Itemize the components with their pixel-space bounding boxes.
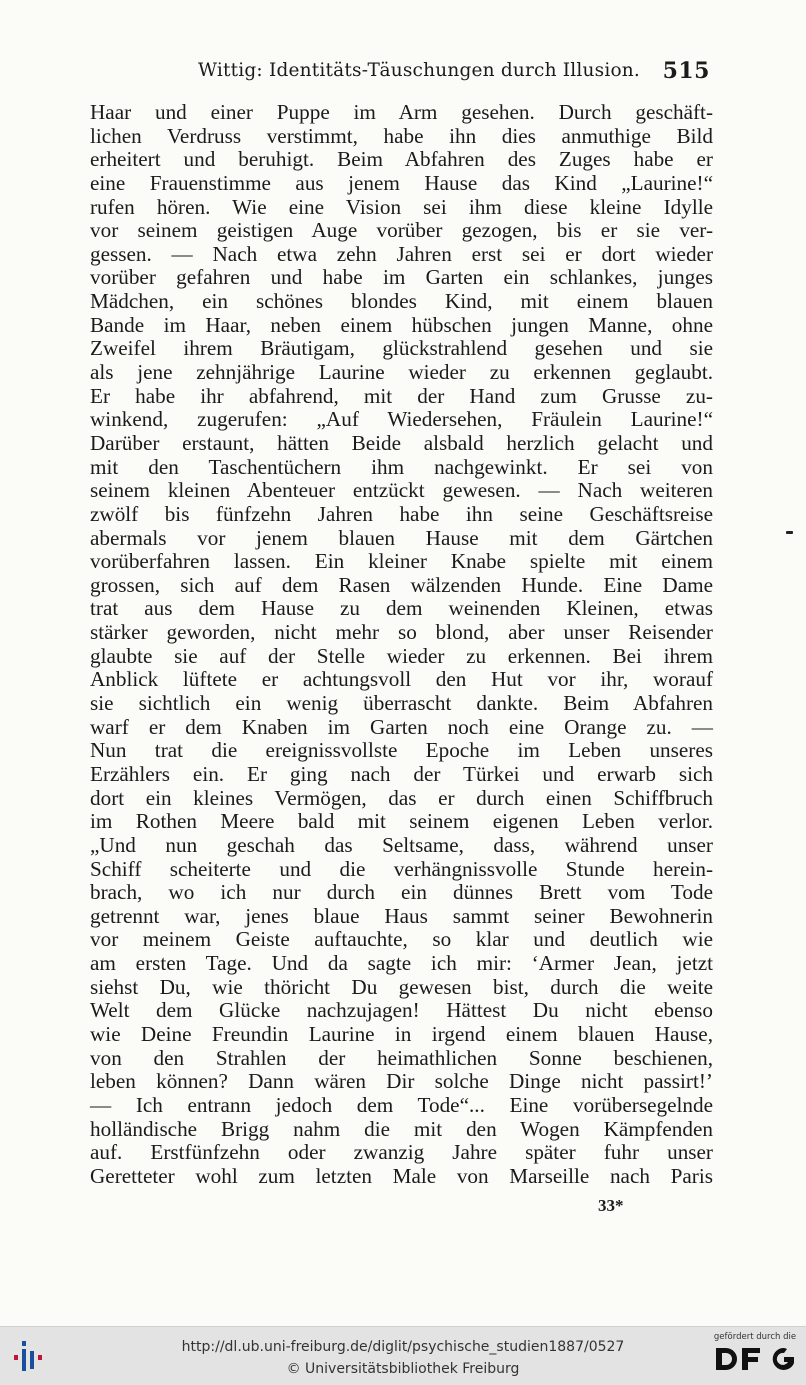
text-line: winkend, zugerufen: „Auf Wiedersehen, Fräulein Laurine!“ [90,407,713,432]
text-line: gessen. — Nach etwa zehn Jahren erst sei er dort wieder [90,241,713,266]
text-line: seinem kleinen Abenteuer entzückt gewesen. — Nach weiteren [90,478,713,503]
text-line: erheitert und beruhigt. Beim Abfahren des Zuges habe er [90,147,713,172]
text-line: stärker geworden, nicht mehr so blond, aber unser Reisender [90,620,713,645]
page-number: 515 [662,58,710,84]
text-line: Mädchen, ein schönes blondes Kind, mit einem blauen [90,289,713,314]
text-line: vorüber gefahren und habe im Garten ein schlankes, junges [90,265,713,290]
text-line: abermals vor jenem blauen Hause mit dem Gärtchen [90,525,713,550]
text-line: Zweifel ihrem Bräutigam, glückstrahlend gesehen und sie [90,336,713,361]
text-line: brach, wo ich nur durch ein dünnes Brett vom Tode [90,880,713,905]
dfg-caption: gefördert durch die [713,1332,797,1342]
text-line: von den Strahlen der heimathlichen Sonne beschienen, [90,1045,713,1070]
margin-mark [786,531,793,534]
text-line: trat aus dem Hause zu dem weinenden Kleinen, etwas [90,596,713,621]
text-line: im Rothen Meere bald mit seinem eigenen Leben verlor. [90,809,713,834]
text-line: lichen Verdruss verstimmt, habe ihn dies anmuthige Bild [90,123,713,148]
running-head: Wittig: Identitäts-Täuschungen durch Illusion. [198,60,640,81]
signature-mark: 33* [598,1196,624,1215]
text-line: Er habe ihr abfahrend, mit der Hand zum Grusse zu- [90,383,713,408]
text-line: Welt dem Glücke nachzujagen! Hättest Du nicht ebenso [90,998,713,1023]
text-line: Darüber erstaunt, hätten Beide alsbald herzlich gelacht und [90,430,713,455]
source-url-link[interactable]: http://dl.ub.uni-freiburg.de/diglit/psychische_studien1887/0527 [181,1339,625,1355]
text-line: auf. Erstfünfzehn oder zwanzig Jahre später fuhr unser [90,1140,713,1165]
text-line: holländische Brigg nahm die mit den Wogen Kämpfenden [90,1116,713,1141]
text-line: getrennt war, jenes blaue Haus sammt seiner Bewohnerin [90,903,713,928]
text-line: leben können? Dann wären Dir solche Dinge nicht passirt!’ [90,1069,713,1094]
text-line: siehst Du, wie thöricht Du gewesen bist, durch die weite [90,974,713,999]
text-line: warf er dem Knaben im Garten noch eine Orange zu. — [90,714,713,739]
text-line: Haar und einer Puppe im Arm gesehen. Durch geschäft- [90,100,713,124]
text-line: glaubte sie auf der Stelle wieder zu erkennen. Bei ihrem [90,643,713,668]
text-line: vor meinem Geiste auftauchte, so klar und deutlich wie [90,927,713,952]
text-line: eine Frauenstimme aus jenem Hause das Kind „Laurine!“ [90,170,713,195]
text-line: grossen, sich auf dem Rasen wälzenden Hunde. Eine Dame [90,572,713,597]
text-line: zwölf bis fünfzehn Jahren habe ihn seine Geschäftsreise [90,501,713,526]
text-line: vor seinem geistigen Auge vorüber gezogen, bis er sie ver- [90,218,713,243]
viewer-footer [0,1326,806,1385]
text-line: dort ein kleines Vermögen, das er durch einen Schiffbruch [90,785,713,810]
copyright-notice: © Universitätsbibliothek Freiburg [286,1361,520,1377]
text-line: Anblick lüftete er achtungsvoll den Hut vor ihr, worauf [90,667,713,692]
text-line: Erzählers ein. Er ging nach der Türkei und erwarb sich [90,761,713,786]
text-line: „Und nun geschah das Seltsame, dass, während unser [90,832,713,857]
dfg-logo-icon [712,1332,798,1382]
text-line: wie Deine Freundin Laurine in irgend einem blauen Hause, [90,1021,713,1046]
dfg-funding-block[interactable] [712,1332,798,1382]
text-line: Geretteter wohl zum letzten Male von Marseille nach Paris [90,1163,713,1188]
text-line: vorüberfahren lassen. Ein kleiner Knabe spielte mit einem [90,549,713,574]
text-line: am ersten Tage. Und da sagte ich mir: ‘Armer Jean, jetzt [90,951,713,976]
text-line: rufen hören. Wie eine Vision sei ihm diese kleine Idylle [90,194,713,219]
text-line: Bande im Haar, neben einem hübschen jungen Manne, ohne [90,312,713,337]
text-line: als jene zehnjährige Laurine wieder zu erkennen geglaubt. [90,360,713,385]
text-line: mit den Taschentüchern ihm nachgewinkt. Er sei von [90,454,713,479]
page-header [90,58,710,88]
text-line: sie sichtlich ein wenig überrascht dankte. Beim Abfahren [90,691,713,716]
text-line: Schiff scheiterte und die verhängnissvolle Stunde herein- [90,856,713,881]
text-line: — Ich entrann jedoch dem Tode“... Eine vorübersegelnde [90,1092,713,1117]
text-line: Nun trat die ereignissvollste Epoche im Leben unseres [90,738,713,763]
body-text [90,101,713,1188]
